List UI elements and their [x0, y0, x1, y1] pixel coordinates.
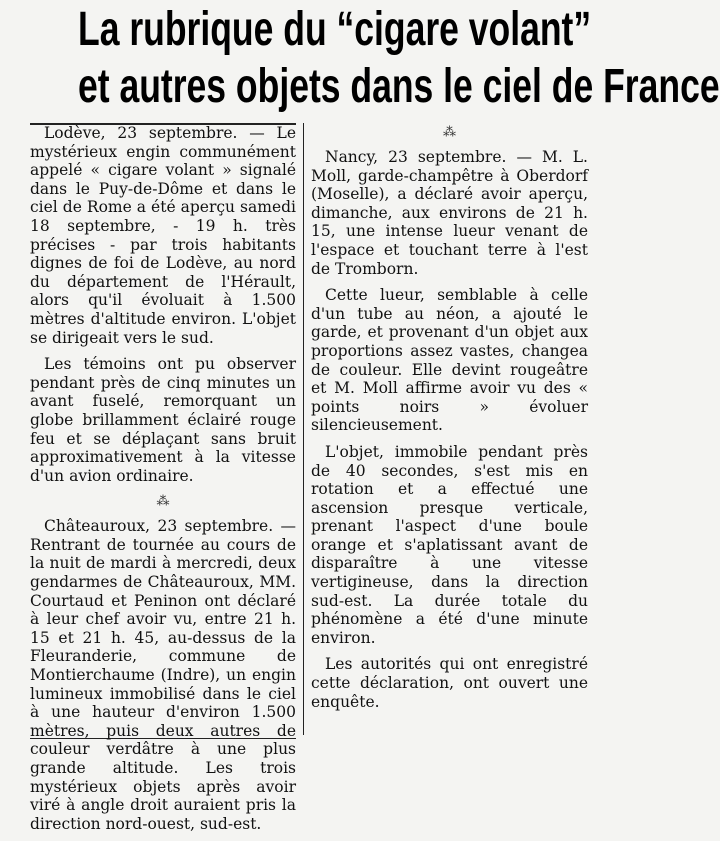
article-lodeve-paragraph-1: Lodève, 23 septembre. — Le mystérieux engin communément appelé « cigare volant » signalé dans le Puy-de-Dôme et dans le ciel de Rome a été aperçu samedi 18 septembre, - 19 h. très précises - par trois habitants dignes de foi de Lodève, au nord du département de l'Hérault, alors qu'il évoluait à 1.500 mètres d'altitude environ. L'objet se dirigeait vers le sud. [30, 124, 296, 347]
article-nancy-paragraph-4: Les autorités qui ont enregistré cette déclaration, ont ouvert une enquête. [311, 655, 588, 711]
article-chateauroux-paragraph-1: Châteauroux, 23 septembre. — Rentrant de tournée au cours de la nuit de mardi à mercredi, deux gendarmes de Châteauroux, MM. Courtaud et Peninon ont déclaré à leur chef avoir vu, entre 21 h. 15 et 21 h. 45, au-dessus de la Fleuranderie, commune de Montierchaume (Indre), un engin lumineux immobilisé dans le ciel à une hauteur d'environ 1.500 mètres, puis deux autres de couleur verdâtre à une plus grande altitude. Les trois mystérieux objets après avoir viré à angle droit auraient pris la direction nord-ouest, sud-est. [30, 517, 296, 833]
article-nancy-paragraph-3: L'objet, immobile pendant près de 40 secondes, s'est mis en rotation et a effectué une ascension presque verticale, prenant l'aspect d'une boule orange et s'aplatissant avant de disparaître à une vitesse vertigineuse, dans la direction sud-est. La durée totale du phénomène a été d'une minute environ. [311, 442, 588, 647]
article-lodeve-paragraph-2: Les témoins ont pu observer pendant près de cinq minutes un avant fuselé, remorquant un globe brillamment éclairé rouge feu et se déplaçant sans bruit approximativement à la vitesse d'un avion ordinaire. [30, 355, 296, 485]
separator-ornament: ⁂ [156, 494, 170, 510]
separator-ornament-right: ⁂ [443, 125, 456, 140]
article-nancy-paragraph-2: Cette lueur, semblable à celle d'un tube au néon, a ajouté le garde, et provenant d'un objet aux proportions assez vastes, changea de couleur. Elle devint rougeâtre et M. Moll affirme avoir vu des « points noirs » évoluer silencieusement. [311, 286, 588, 435]
headline-line-2: et autres objets dans le ciel de France [78, 60, 720, 113]
left-column [30, 124, 296, 841]
column-divider [303, 123, 304, 735]
headline-line-1: La rubrique du “cigare volant” [78, 3, 592, 56]
article-nancy-paragraph-1: Nancy, 23 septembre. — M. L. Moll, garde-champêtre à Oberdorf (Moselle), a déclaré avoir aperçu, dimanche, aux environs de 21 h. 15, une intense lueur venant de l'espace et touchant terre à l'est de Tromborn. [311, 148, 588, 278]
right-column [311, 148, 588, 719]
